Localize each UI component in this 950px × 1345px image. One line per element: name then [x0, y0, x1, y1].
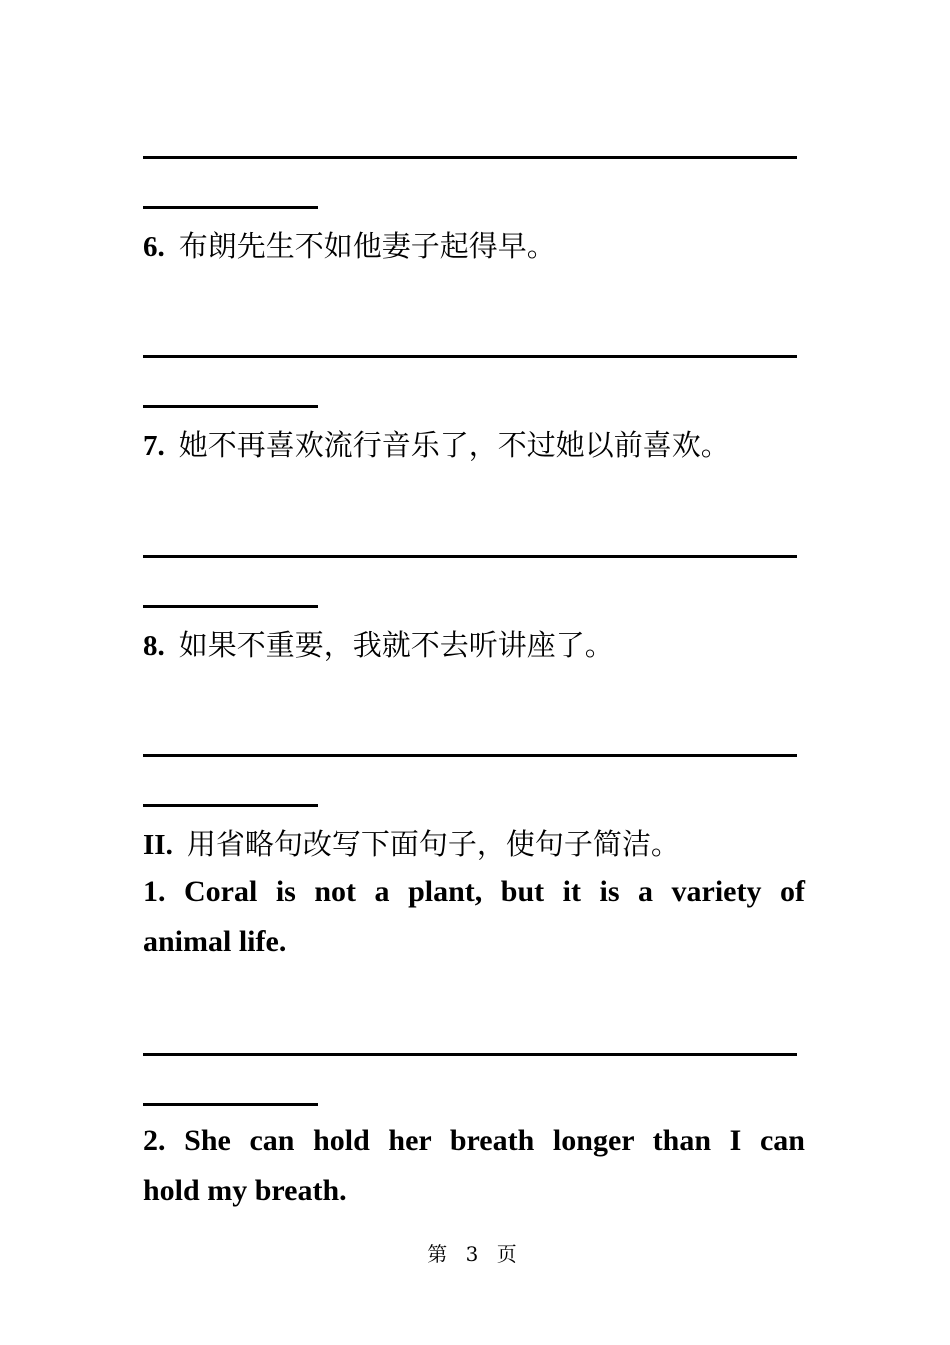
question-text: 如果不重要，我就不去听讲座了。 [178, 628, 614, 662]
answer-line [143, 405, 318, 408]
answer-line [143, 555, 797, 558]
answer-line [143, 1103, 318, 1106]
section-title: 用省略句改写下面句子，使句子简洁。 [186, 827, 680, 861]
answer-line [143, 754, 797, 757]
question-7 [143, 423, 730, 464]
question-number: 8. [143, 630, 165, 662]
question-number: 7. [143, 430, 165, 462]
english-item-1 [143, 867, 805, 967]
english-item-line: 2. She can hold her breath longer than I can [143, 1124, 805, 1157]
question-text: 布朗先生不如他妻子起得早。 [178, 229, 556, 263]
question-number: 6. [143, 231, 165, 263]
answer-line [143, 156, 797, 159]
answer-line [143, 804, 318, 807]
english-item-2 [143, 1116, 805, 1216]
question-6 [143, 224, 556, 265]
section-number: II. [143, 829, 173, 861]
answer-line [143, 1053, 797, 1056]
answer-line [143, 355, 797, 358]
english-item-line: hold my breath. [143, 1174, 347, 1207]
question-text: 她不再喜欢流行音乐了，不过她以前喜欢。 [178, 428, 730, 462]
page-number: 第 3 页 [427, 1242, 523, 1266]
section-heading [143, 822, 680, 863]
english-item-line: 1. Coral is not a plant, but it is a variety of [143, 875, 805, 908]
answer-line [143, 605, 318, 608]
question-8 [143, 623, 614, 664]
english-item-line: animal life. [143, 925, 287, 958]
answer-line [143, 206, 318, 209]
